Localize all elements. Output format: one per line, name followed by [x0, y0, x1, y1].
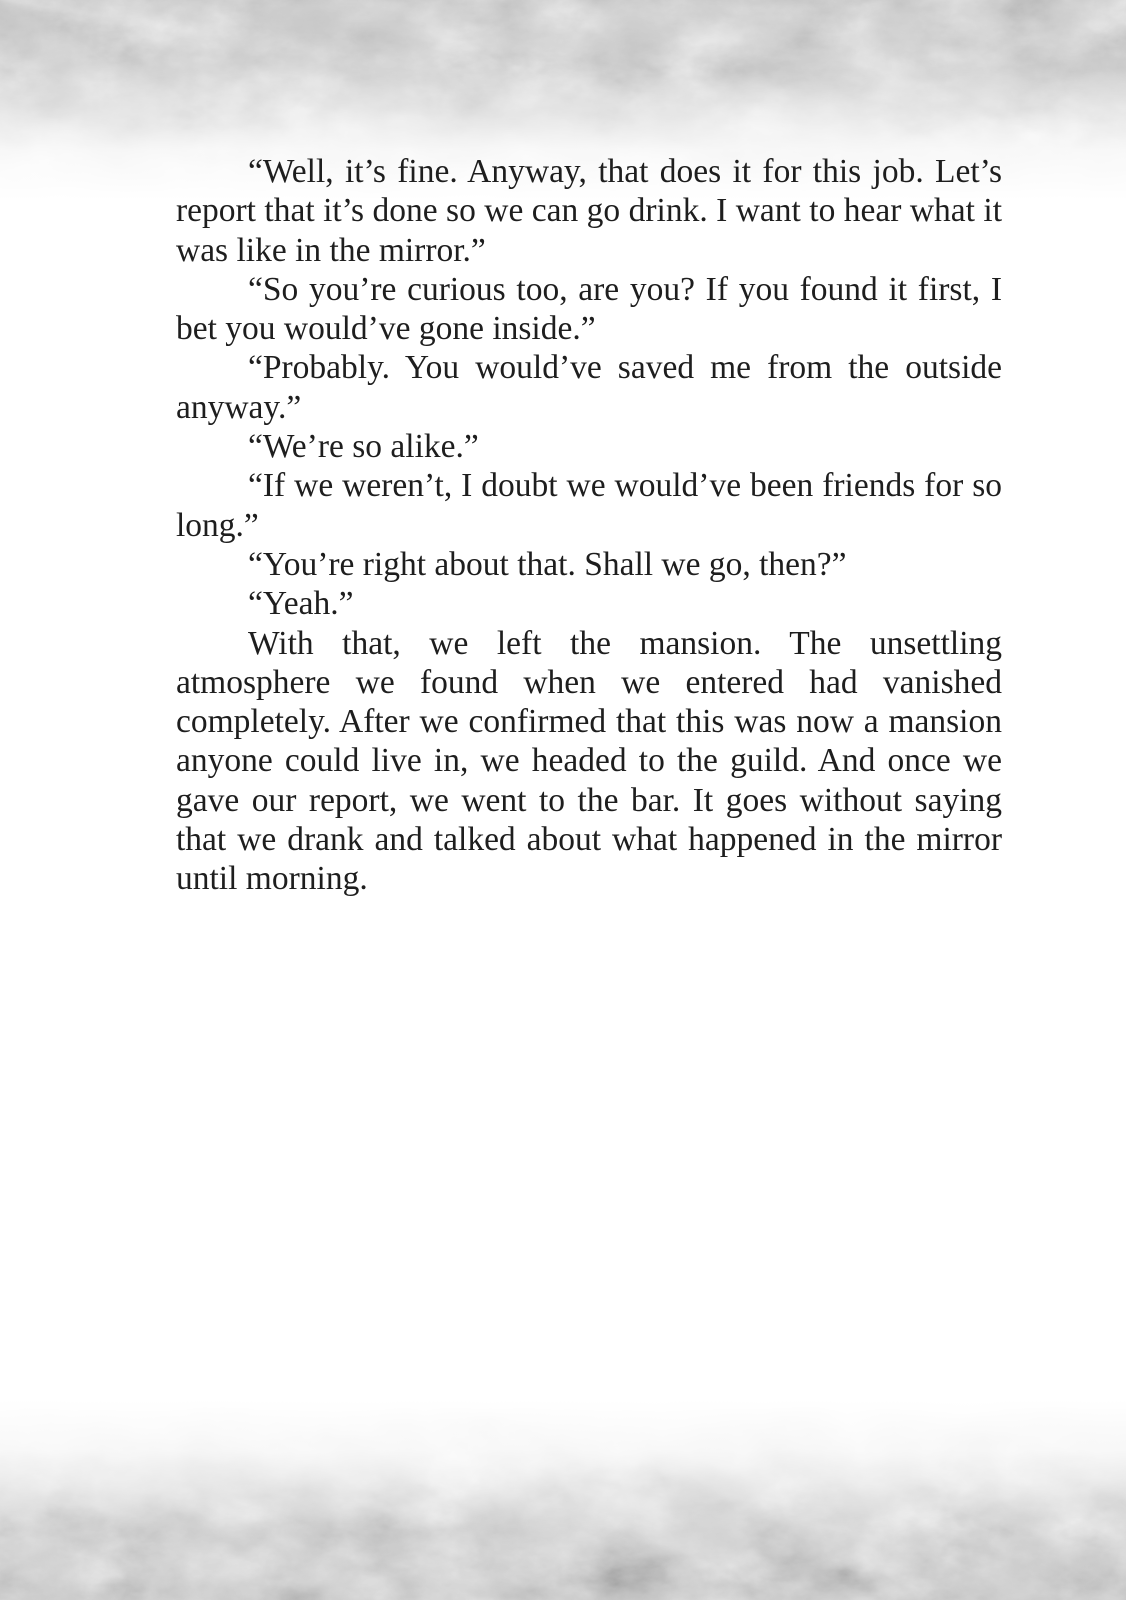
paragraph-7: “Yeah.” — [248, 585, 354, 623]
stone-texture-footer — [0, 1400, 1126, 1600]
paragraph-3: “Probably. You would’ve saved me from the outside anyway.” — [176, 349, 1002, 426]
story-text — [176, 152, 1002, 899]
paragraph-2: “So you’re curious too, are you? If you found it first, I bet you would’ve gone inside.” — [176, 270, 1002, 348]
paragraph-5: “If we weren’t, I doubt we would’ve been friends for so long.” — [176, 467, 1002, 544]
paragraph-4: “We’re so alike.” — [248, 428, 479, 466]
stone-texture-bottom-graphic — [0, 1400, 1126, 1600]
paragraph-1: “Well, it’s fine. Anyway, that does it for this job. Let’s report that it’s done so we can go drink. I want to hear what it was like in the mirror.” — [176, 153, 1002, 269]
paragraph-6: “You’re right about that. Shall we go, then?” — [248, 545, 847, 583]
paragraph-8: With that, we left the mansion. The unsettling atmosphere we found when we entered had vanished completely. After we confirmed that this was now a mansion anyone could live in, we headed to the guild. And once we gave our report, we went to the bar. It goes without saying that we drank and talked about what happened in the mirror until morning. — [176, 624, 1002, 898]
